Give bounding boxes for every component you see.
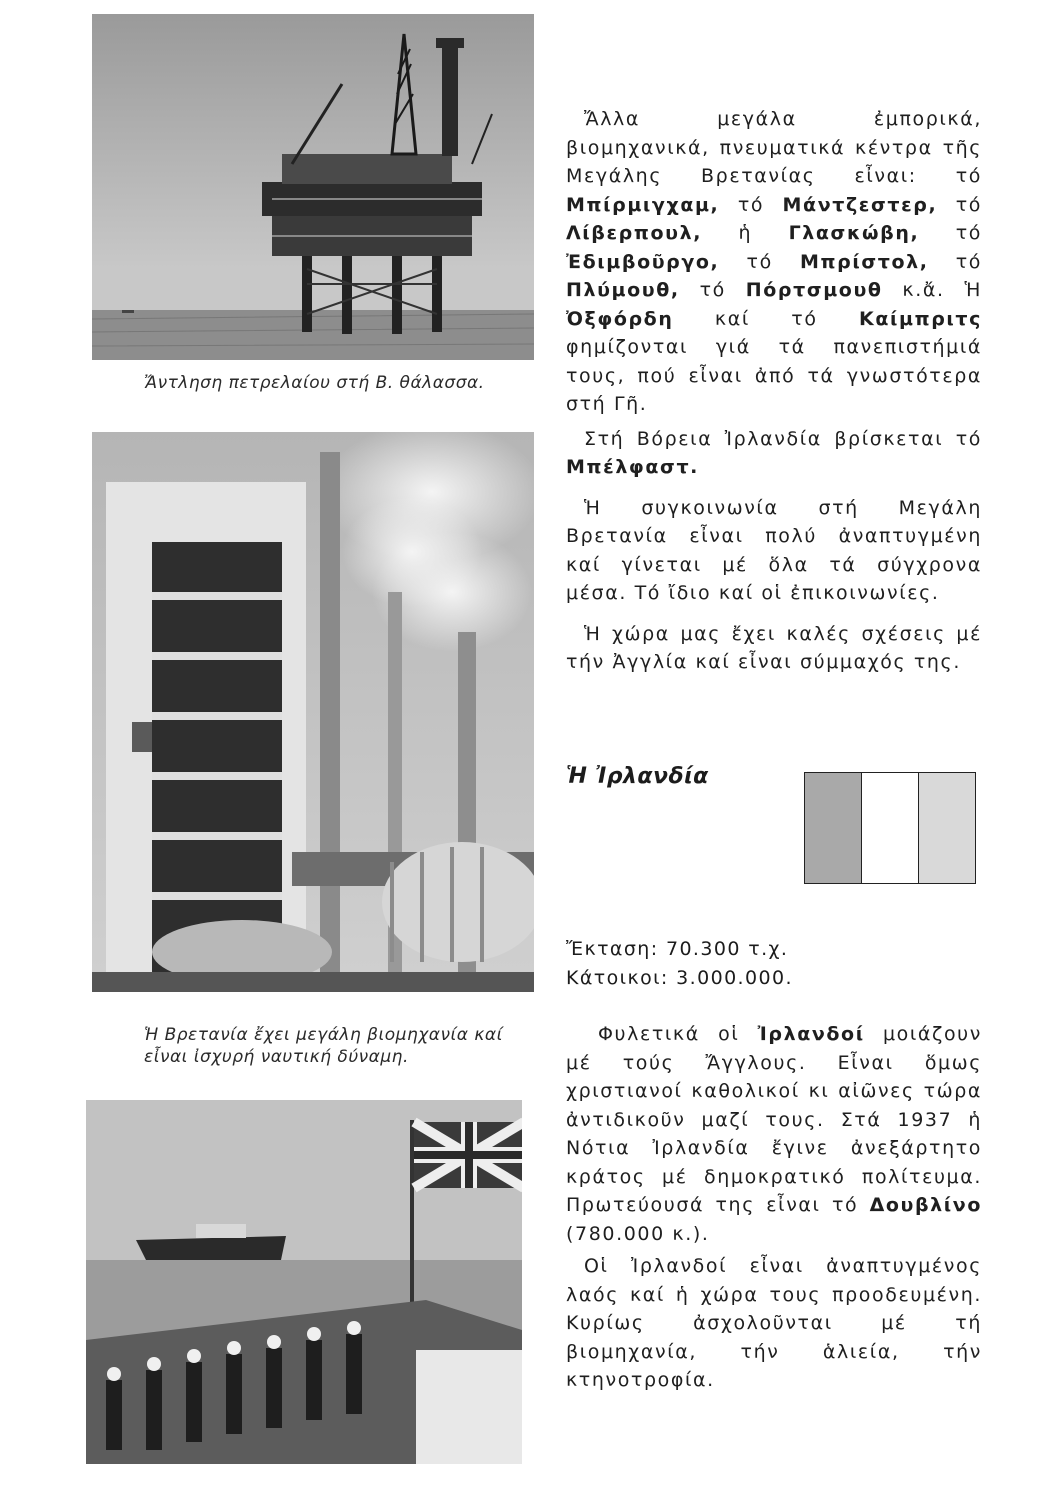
ireland-area: Ἔκταση: 70.300 τ.χ. [566,938,789,960]
cities-paragraph [566,105,982,419]
text-run: Στή Βόρεια Ἰρλανδία βρίσκεται τό [584,427,982,450]
text-run: κ.ἄ. Ἡ [882,279,982,301]
city-manchester: Μάντζεστερ, [782,193,938,216]
text-run: τό [719,193,783,216]
industry-caption-line-1: Ἡ Βρετανία ἔχει μεγάλη βιομηχανία καί [144,1025,503,1045]
flag-stripe-right [919,773,975,883]
text-run: καί τό [673,307,860,330]
irish-people: Ἰρλανδοί [757,1023,865,1045]
city-birmingham: Μπίρμιγχαμ, [566,193,720,216]
text-run: τό [719,250,800,273]
city-glasgow: Γλασκώβη, [788,222,920,244]
text-run: Ἄλλα μεγάλα ἐμπορικά, βιομηχανικά, πνευματικά κέντρα τῆς Μεγάλης Βρετανίας εἶναι: τό [566,108,982,187]
text-run: ἡ [702,222,789,244]
industry-caption-line-2: εἶναι ἰσχυρή ναυτική δύναμη. [144,1047,409,1067]
text-run: φημίζονται γιά τά πανεπιστήμιά τους, πού εἶναι ἀπό τά γνωστότερα στή Γῆ. [566,336,982,415]
text-run: τό [919,222,983,244]
flag-stripe-middle [861,773,919,883]
city-cambridge: Καίμπριτς [859,307,982,330]
oil-rig-caption: Ἄντληση πετρελαίου στή Β. θάλασσα. [144,373,485,393]
belfast-paragraph [566,425,982,482]
text-run: μοιάζουν μέ τούς Ἄγγλους. Εἶναι ὅμως χριστιανοί καθολικοί κι αἰῶνες τώρα ἀντιδικοῦν μαζί τους. Στά 1937 ἡ Νότια Ἰρλανδία ἔγινε ἀνεξάρτητο κράτος μέ δημοκρατικό πολίτευμα. Πρωτεύουσά της εἶναι τό [566,1023,982,1216]
text-run: (780.000 κ.). [566,1222,710,1245]
city-edinburgh: Ἐδιμβοῦργο, [566,250,720,273]
ireland-heading: Ἡ Ἰρλανδία [566,764,709,789]
navy-photo [86,1100,522,1464]
city-bristol: Μπρίστολ, [800,250,929,273]
text-run: Φυλετικά οἱ [598,1023,758,1045]
city-plymouth: Πλύμουθ, [566,279,680,301]
text-run: τό [679,279,746,301]
transport-paragraph: Ἡ συγκοινωνία στή Μεγάλη Βρετανία εἶναι πολύ ἀναπτυγμένη καί γίνεται μέ ὅλα τά σύγχρονα μέσα. Τό ἴδιο καί οἱ ἐπικοινωνίες. [566,496,982,604]
city-belfast: Μπέλφαστ. [566,456,699,478]
city-portsmouth: Πόρτσμουθ [745,279,883,301]
oil-rig-photo [92,14,534,360]
flag-stripe-left [805,773,861,883]
city-oxford: Ὀξφόρδη [566,307,674,330]
ireland-economy-paragraph: Οἱ Ἰρλανδοί εἶναι ἀναπτυγμένος λαός καί ἡ χώρα τους προοδευμένη. Κυρίως ἀσχολοῦνται μέ τή βιομηχανία, τήν ἁλιεία, τήν κτηνοτροφία. [566,1255,982,1391]
ireland-text [566,1020,982,1395]
britain-text [566,105,982,677]
ireland-population: Κάτοικοι: 3.000.000. [566,967,793,989]
ireland-facts [566,935,793,993]
text-run: τό [937,193,983,216]
city-dublin: Δουβλίνο [869,1194,982,1216]
ireland-history-paragraph [566,1020,982,1248]
relations-paragraph: Ἡ χώρα μας ἔχει καλές σχέσεις μέ τήν Ἀγγλία καί εἶναι σύμμαχός της. [566,622,982,673]
ireland-flag [804,772,976,884]
industry-photo [92,432,534,992]
industry-caption [144,1024,503,1068]
city-liverpool: Λίβερπουλ, [566,222,703,244]
text-run: τό [928,250,983,273]
